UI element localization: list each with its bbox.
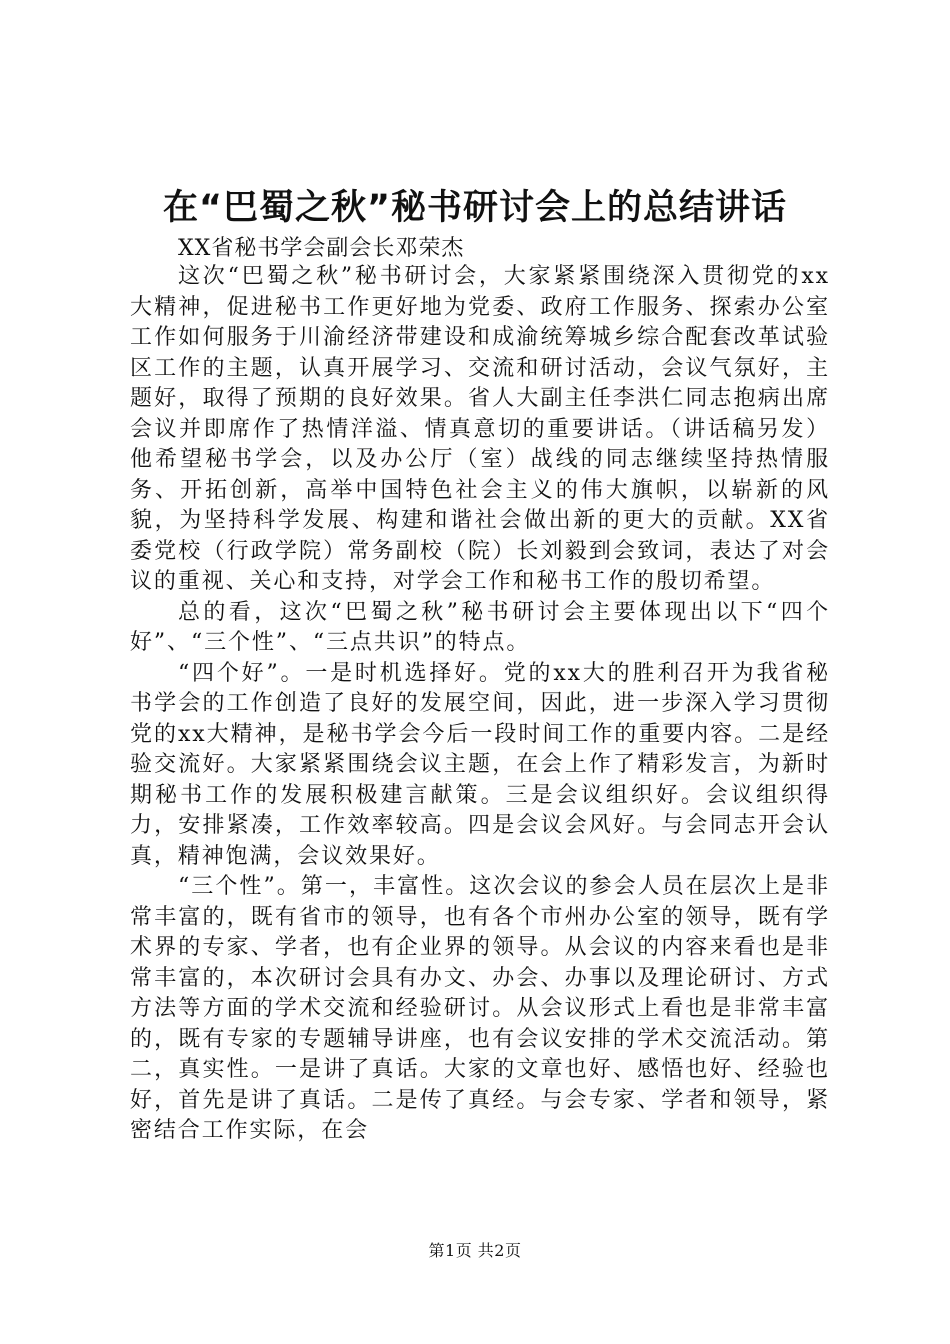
- document-body: [130, 262, 830, 1147]
- document-title: 在“巴蜀之秋”秘书研讨会上的总结讲话: [162, 188, 787, 228]
- paragraph: 这次“巴蜀之秋”秘书研讨会，大家紧紧围绕深入贯彻党的xx大精神，促进秘书工作更好地为党委、政府工作服务、探索办公室工作如何服务于川渝经济带建设和成渝统筹城乡综合配套改革试验区工作的主题，认真开展学习、交流和研讨活动，会议气氛好，主题好，取得了预期的良好效果。省人大副主任李洪仁同志抱病出席会议并即席作了热情洋溢、情真意切的重要讲话。（讲话稿另发）他希望秘书学会，以及办公厅（室）战线的同志继续坚持热情服务、开拓创新，高举中国特色社会主义的伟大旗帜，以崭新的风貌，为坚持科学发展、构建和谐社会做出新的更大的贡献。XX省委党校（行政学院）常务副校（院）长刘毅到会致词，表达了对会议的重视、关心和支持，对学会工作和秘书工作的殷切希望。: [130, 264, 830, 594]
- page-footer: 第1页 共2页: [428, 1241, 522, 1260]
- author-line: XX省秘书学会副会长邓荣杰: [178, 236, 465, 261]
- paragraph: 总的看，这次“巴蜀之秋”秘书研讨会主要体现出以下“四个好”、“三个性”、“三点共识”的特点。: [130, 599, 830, 655]
- paragraph: “四个好”。一是时机选择好。党的xx大的胜利召开为我省秘书学会的工作创造了良好的发展空间，因此，进一步深入学习贯彻党的xx大精神，是秘书学会今后一段时间工作的重要内容。二是经验交流好。大家紧紧围绕会议主题，在会上作了精彩发言，为新时期秘书工作的发展积极建言献策。三是会议组织好。会议组织得力，安排紧凑，工作效率较高。四是会议会风好。与会同志开会认真，精神饱满，会议效果好。: [130, 660, 830, 869]
- paragraph: “三个性”。第一，丰富性。这次会议的参会人员在层次上是非常丰富的，既有省市的领导，也有各个市州办公室的领导，既有学术界的专家、学者，也有企业界的领导。从会议的内容来看也是非常丰富的，本次研讨会具有办文、办会、办事以及理论研讨、方式方法等方面的学术交流和经验研讨。从会议形式上看也是非常丰富的，既有专家的专题辅导讲座，也有会议安排的学术交流活动。第二，真实性。一是讲了真话。大家的文章也好、感悟也好、经验也好，首先是讲了真话。二是传了真经。与会专家、学者和领导，紧密结合工作实际，在会: [130, 874, 830, 1143]
